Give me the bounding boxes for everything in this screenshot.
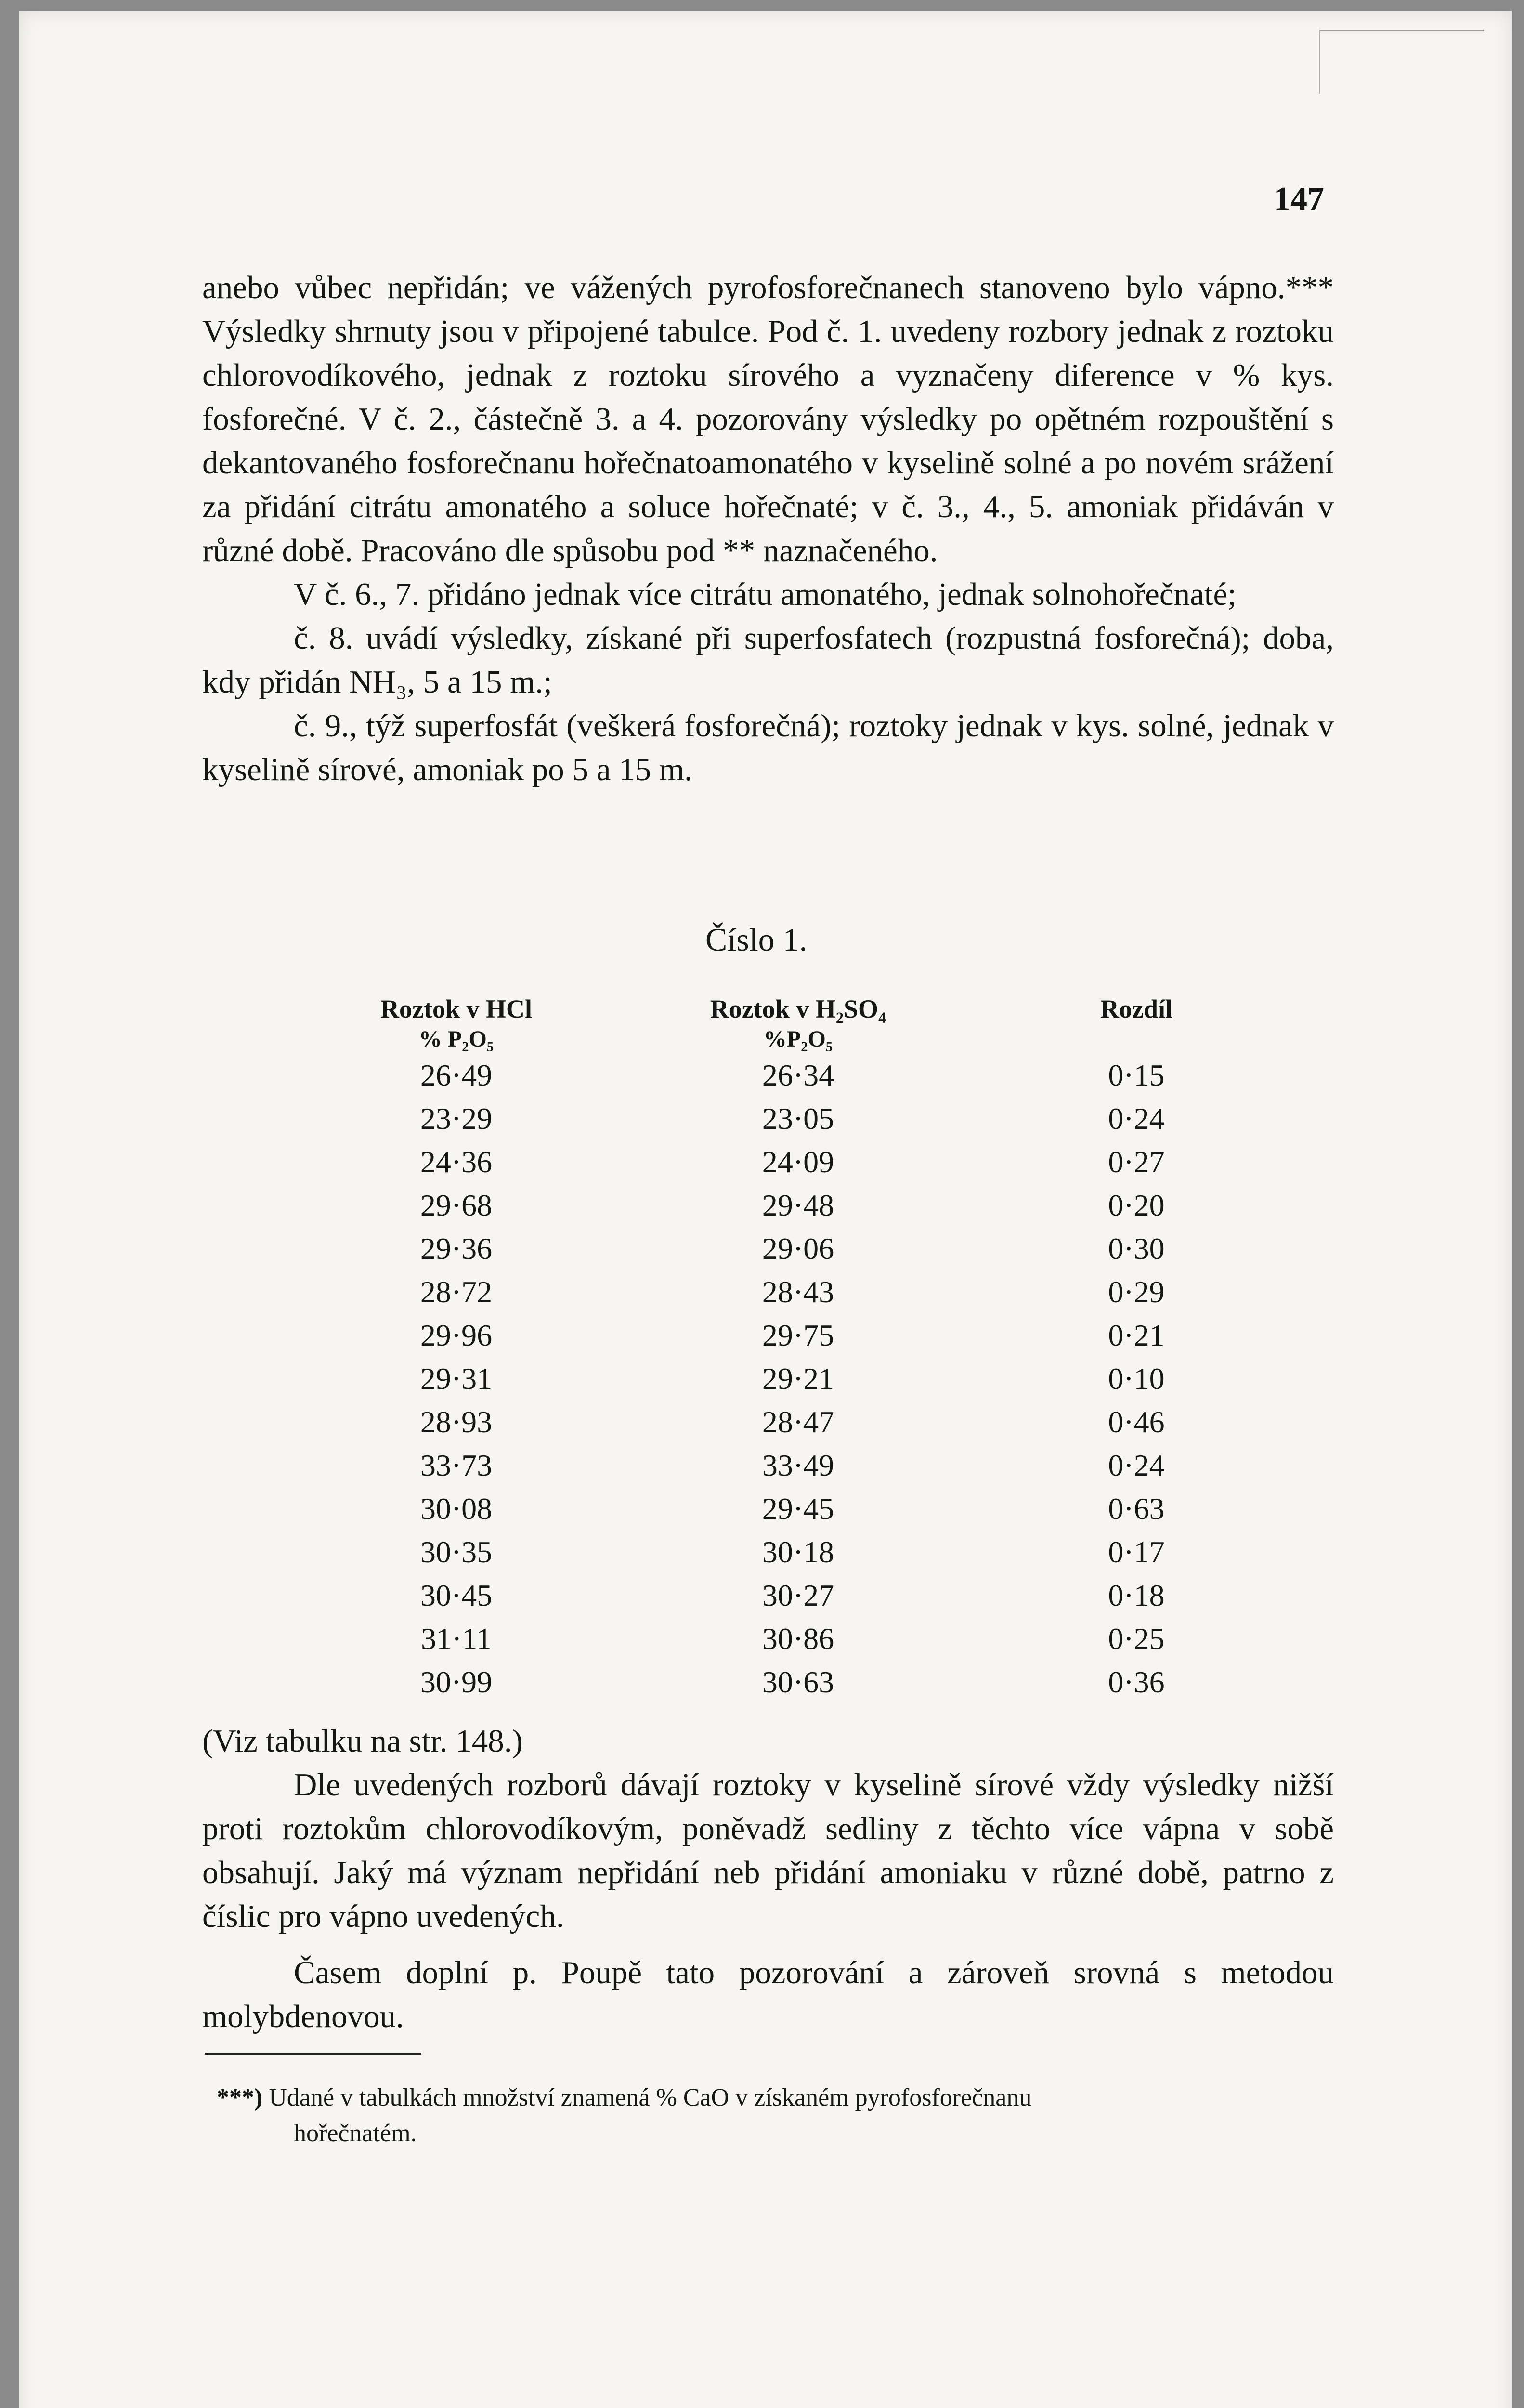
table-cell: 0·24 — [1108, 1448, 1165, 1482]
table-cell: 30·27 — [762, 1578, 834, 1612]
book-page — [19, 11, 1512, 2408]
table-cell: 26·34 — [762, 1058, 834, 1092]
table-cell: 30·99 — [420, 1665, 493, 1699]
table-cell: 29·96 — [420, 1318, 493, 1352]
footnote-text-continued: hořečnatém. — [294, 2120, 417, 2147]
table-cell: 28·43 — [762, 1275, 834, 1309]
table-cell: 0·27 — [1108, 1145, 1165, 1179]
paragraph: č. 9., týž superfosfát (veškerá fosforečná); roztoky jednak v kys. solné, jednak v kyselině sírové, amoniak po 5 a 15 m. — [202, 708, 1334, 787]
footnote-text: Udané v tabulkách množství znamená % CaO v získaném pyrofosforečnanu — [269, 2084, 1032, 2111]
table-column-hcl — [335, 993, 578, 1704]
table-cell: 33·73 — [420, 1448, 493, 1482]
table-cell: 23·05 — [762, 1101, 834, 1136]
column-header: Rozdíl — [1100, 995, 1172, 1023]
table-cell: 0·15 — [1108, 1058, 1165, 1092]
table-cell: 29·36 — [420, 1231, 493, 1266]
footnote — [217, 2080, 1334, 2151]
table-cell: 28·47 — [762, 1405, 834, 1439]
table-cell: 24·09 — [762, 1145, 834, 1179]
table-column-difference — [1055, 993, 1218, 1704]
paragraph: anebo vůbec nepřidán; ve vážených pyrofosforečnanech stanoveno bylo vápno.*** Výsledky shrnuty jsou v připojené tabulce. Pod č. 1. uvedeny rozbory jednak z roztoku chlorovodíkového, jednak z roztoku sírového a vyznačeny diference v % kys. fosforečné. V č. 2., částečně 3. a 4. pozorovány výsledky po opětném rozpouštění s dekantovaného fosforečnanu hořečnatoamonatého v kyselině solné a po novém srážení za přidání citrátu amonatého a soluce hořečnaté; v č. 3., 4., 5. amoniak přidáván v různé době. Pracováno dle spůsobu pod ** naznačeného. — [202, 270, 1334, 568]
column-subheader — [1055, 1025, 1218, 1054]
column-subheader: % P₂O₅ — [418, 1026, 494, 1052]
table-cell: 30·45 — [420, 1578, 493, 1612]
table-cell: 29·31 — [420, 1361, 493, 1396]
table-cell: 29·48 — [762, 1188, 834, 1222]
table-cell: 30·86 — [762, 1622, 834, 1656]
table-cell: 31·11 — [421, 1622, 492, 1656]
table-reference: (Viz tabulku na str. 148.) — [202, 1723, 523, 1759]
table-cell: 26·49 — [420, 1058, 493, 1092]
paragraph: V č. 6., 7. přidáno jednak více citrátu amonatého, jednak solnohořečnaté; — [294, 576, 1237, 612]
table-cell: 30·08 — [420, 1492, 493, 1526]
column-subheader: %P₂O₅ — [763, 1026, 833, 1052]
table-cell: 0·46 — [1108, 1405, 1165, 1439]
table-cell: 28·72 — [420, 1275, 493, 1309]
table-cell: 0·20 — [1108, 1188, 1165, 1222]
table-cell: 0·30 — [1108, 1231, 1165, 1266]
table-cell: 0·25 — [1108, 1622, 1165, 1656]
table-cell: 0·63 — [1108, 1492, 1165, 1526]
table-title: Číslo 1. — [705, 921, 808, 958]
table-cell: 24·36 — [420, 1145, 493, 1179]
column-header: Roztok v HCl — [380, 995, 532, 1023]
table-cell: 0·29 — [1108, 1275, 1165, 1309]
footnote-mark: ***) — [217, 2084, 263, 2111]
table-cell: 30·63 — [762, 1665, 834, 1699]
table-cell: 29·21 — [762, 1361, 834, 1396]
scan-edge-mark — [1319, 30, 1484, 94]
page-number: 147 — [1274, 181, 1324, 218]
body-text-before-table — [202, 266, 1334, 792]
column-header: Roztok v H₂SO₄ — [710, 995, 886, 1023]
table-cell: 30·35 — [420, 1535, 493, 1569]
table-cell: 0·17 — [1108, 1535, 1165, 1569]
paragraph: Dle uvedených rozborů dávají roztoky v kyselině sírové vždy výsledky nižší proti roztokům chlorovodíkovým, poněvadž sedliny z těchto více vápna v sobě obsahují. Jaký má význam nepřidání neb přidání amoniaku v různé době, patrno z číslic pro vápno uvedených. — [202, 1767, 1334, 1934]
table-cell: 29·68 — [420, 1188, 493, 1222]
table-cell: 23·29 — [420, 1101, 493, 1136]
table-cell: 28·93 — [420, 1405, 493, 1439]
paragraph: č. 8. uvádí výsledky, získané při superfosfatech (rozpustná fosforečná); doba, kdy přidán NH₃, 5 a 15 m.; — [202, 620, 1334, 700]
table-cell: 0·10 — [1108, 1361, 1165, 1396]
table-cell: 0·36 — [1108, 1665, 1165, 1699]
table-cell: 0·24 — [1108, 1101, 1165, 1136]
table-cell: 33·49 — [762, 1448, 834, 1482]
paragraph: Časem doplní p. Poupě tato pozorování a zároveň srovná s metodou molybdenovou. — [202, 1955, 1334, 2034]
footnote-rule — [205, 2053, 421, 2055]
table-column-h2so4 — [684, 993, 912, 1704]
table-cell: 0·21 — [1108, 1318, 1165, 1352]
table-cell: 30·18 — [762, 1535, 834, 1569]
table-cell: 29·45 — [762, 1492, 834, 1526]
table-cell: 29·75 — [762, 1318, 834, 1352]
table-cell: 0·18 — [1108, 1578, 1165, 1612]
table-cell: 29·06 — [762, 1231, 834, 1266]
body-text-after-table — [202, 1719, 1334, 2039]
